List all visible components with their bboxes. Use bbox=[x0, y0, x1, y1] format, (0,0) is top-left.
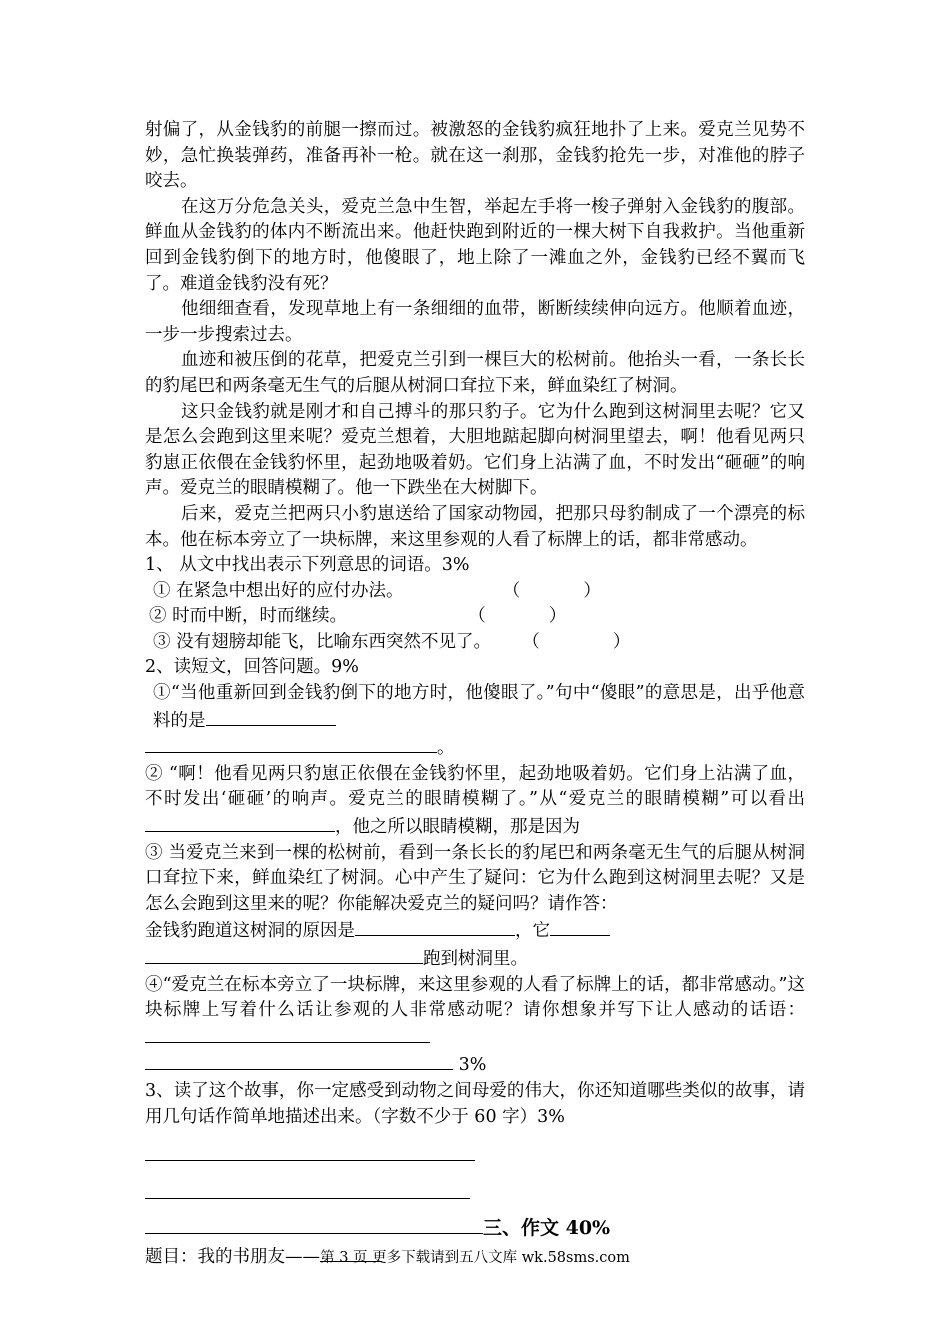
answer-paren-open: （ bbox=[502, 580, 521, 601]
answer-blank[interactable] bbox=[145, 1024, 430, 1043]
question-2-sub-2 bbox=[145, 762, 805, 841]
question-1-item bbox=[145, 630, 805, 656]
page-content bbox=[145, 118, 805, 1271]
question-2-sub-4-answer bbox=[145, 1051, 805, 1079]
answer-line bbox=[145, 1142, 805, 1170]
story-paragraph: 在这万分危急关头，爱克兰急中生智，举起左手将一梭子弹射入金钱豹的腹部。鲜血从金钱豹的体内不断流出来。他赶快跑到附近的一棵大树下自我救护。当他重新回到金钱豹倒下的地方时，他傻眼了，地上除了一滩血之外，金钱豹已经不翼而飞了。难道金钱豹没有死？ bbox=[145, 196, 805, 294]
question-1-title: 1、 从文中找出表示下列意思的词语。3% bbox=[145, 555, 470, 576]
answer-paren-close: ） bbox=[612, 631, 631, 652]
answer-paren-open: （ bbox=[468, 606, 486, 627]
question-text: ①“当他重新回到金钱豹倒下的地方时，他傻眼了。”句中“傻眼”的意思是 bbox=[153, 683, 717, 704]
score: 3% bbox=[453, 1055, 487, 1076]
page-footer: 第 3 页 更多下载请到五八文库 wk.58sms.com bbox=[320, 1250, 630, 1266]
question-item-text: ① 在紧急中想出好的应付办法。 bbox=[153, 580, 404, 601]
answer-paren-close: ） bbox=[548, 606, 567, 627]
question-text: 金钱豹跑道这树洞的原因是 bbox=[145, 921, 355, 942]
question-text: ，他之所以眼睛模糊，那是因为 bbox=[335, 817, 580, 838]
answer-blank[interactable] bbox=[145, 1051, 453, 1070]
question-2-sub-3-answer bbox=[145, 917, 805, 945]
answer-blank[interactable] bbox=[145, 1142, 475, 1161]
answer-blank[interactable] bbox=[145, 1180, 470, 1199]
topic-text: 题目：我的书朋友—— bbox=[145, 1246, 320, 1267]
question-text: ，出乎他意料的是 bbox=[153, 683, 805, 731]
answer-blank[interactable] bbox=[550, 917, 610, 936]
question-item-text: ② 时而中断，时而继续。 bbox=[149, 606, 348, 627]
question-text: ④“爱克兰在标本旁立了一块标牌，来这里参观的人看了标牌上的话，都非常感动。”这块标牌上写着什么话让参观的人非常感动呢？请你想象并写下让人感动的话语： bbox=[145, 974, 805, 1021]
answer-paren-open: （ bbox=[522, 631, 540, 652]
question-2-sub-1-end bbox=[145, 734, 805, 762]
question-2-title: 2、读短文，回答问题。9% bbox=[145, 657, 359, 678]
question-3: 3、读了这个故事，你一定感受到动物之间母爱的伟大，你还知道哪些类似的故事，请用几句话作简单地描述出来。（字数不少于 60 字）3% bbox=[145, 1080, 805, 1127]
question-text: 跑到树洞里。 bbox=[423, 949, 528, 969]
question-1-item bbox=[145, 579, 805, 605]
section-heading: 三、作文 40% bbox=[483, 1217, 611, 1240]
answer-paren-close: ） bbox=[583, 580, 601, 601]
answer-blank[interactable] bbox=[206, 707, 336, 726]
question-2-sub-3-answer-cont bbox=[145, 945, 805, 973]
story-paragraph: 血迹和被压倒的花草，把爱克兰引到一棵巨大的松树前。他抬头一看，一条长长的豹尾巴和两条毫无生气的后腿从树洞口耷拉下来，鲜血染红了树洞。 bbox=[145, 350, 805, 396]
question-2-sub-3: ③ 当爱克兰来到一棵的松树前，看到一条长长的豹尾巴和两条毫无生气的后腿从树洞口耷拉下来，鲜血染红了树洞。心中产生了疑问：它为什么跑到这树洞里去呢？又是怎么会跑到这里来的呢？你能解决爱克兰的疑问吗？请作答： bbox=[145, 842, 805, 914]
question-2-sub-4 bbox=[145, 973, 805, 1052]
answer-blank[interactable] bbox=[145, 945, 423, 964]
answer-line bbox=[145, 1180, 805, 1208]
story-paragraph: 他细细查看，发现草地上有一条细细的血带，断断续续伸向远方。他顺着血迹，一步一步搜索过去。 bbox=[145, 299, 805, 345]
story-paragraph: 射偏了，从金钱豹的前腿一擦而过。被激怒的金钱豹疯狂地扑了上来。爱克兰见势不妙，急忙换装弹药，准备再补一枪。就在这一刹那，金钱豹抢先一步，对准他的脖子咬去。 bbox=[145, 120, 805, 192]
period: 。 bbox=[437, 738, 455, 759]
story-paragraph: 后来，爱克兰把两只小豹崽送给了国家动物园，把那只母豹制成了一个漂亮的标本。他在标本旁立了一块标牌，来这里参观的人看了标牌上的话，都非常感动。 bbox=[145, 503, 805, 550]
answer-line-with-heading bbox=[145, 1215, 805, 1243]
question-item-text: ③ 没有翅膀却能飞，比喻东西突然不见了。 bbox=[153, 631, 492, 652]
answer-blank[interactable] bbox=[355, 917, 515, 936]
question-2-sub-1 bbox=[145, 681, 805, 734]
story-paragraph: 这只金钱豹就是刚才和自己搏斗的那只豹子。它为什么跑到这树洞里去呢？它又是怎么会跑到这里来呢？爱克兰想着，大胆地踮起脚向树洞里望去，啊！他看见两只豹崽正依偎在金钱豹怀里，起劲地吸着奶。它们身上沾满了血，不时发出“砸砸”的响声。爱克兰的眼睛模糊了。他一下跌坐在大树脚下。 bbox=[145, 401, 805, 499]
question-text: ，它 bbox=[515, 921, 550, 942]
answer-blank[interactable] bbox=[145, 1215, 483, 1234]
question-1-item bbox=[145, 604, 805, 630]
answer-blank[interactable] bbox=[145, 813, 335, 832]
question-text: ② “啊！他看见两只豹崽正依偎在金钱豹怀里，起劲地吸着奶。它们身上沾满了血，不时发出‘砸砸’的响声。爱克兰的眼睛模糊了。”从“爱克兰的眼睛模糊”可以看出 bbox=[145, 763, 805, 810]
answer-blank[interactable] bbox=[145, 734, 437, 753]
